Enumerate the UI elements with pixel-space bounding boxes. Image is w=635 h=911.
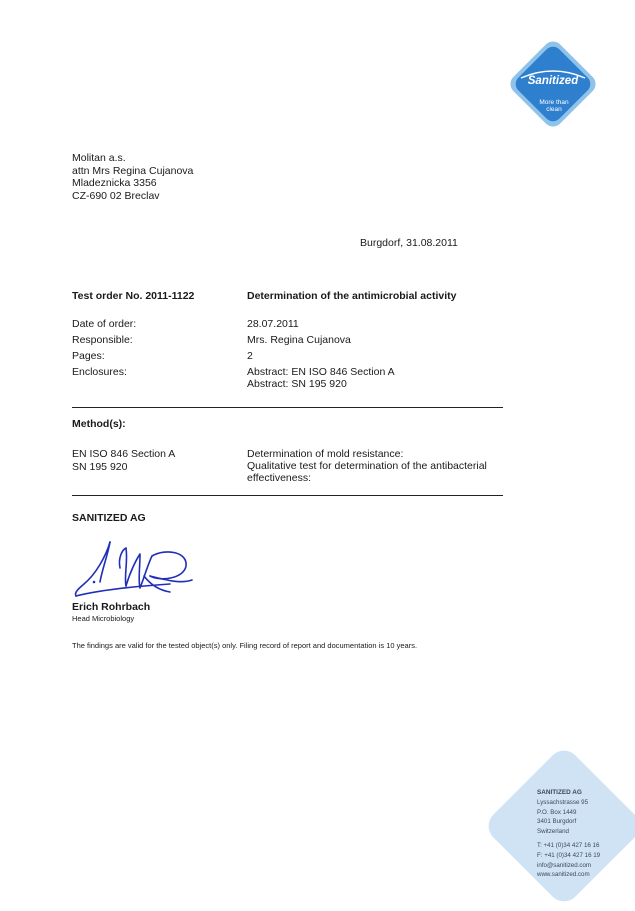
test-order-title: Determination of the antimicrobial activity: [247, 290, 457, 302]
date-of-order-label: Date of order:: [72, 318, 137, 330]
responsible-label: Responsible:: [72, 334, 133, 346]
responsible-value: Mrs. Regina Cujanova: [247, 334, 351, 346]
svg-text:Sanitized: Sanitized: [527, 75, 579, 87]
method-description: effectiveness:: [247, 472, 312, 484]
footer-email: info@sanitized.com: [537, 861, 592, 869]
divider: [72, 407, 503, 408]
method-code: SN 195 920: [72, 460, 128, 473]
signer-name: Erich Rohrbach: [72, 601, 151, 613]
validity-footnote: The findings are valid for the tested object(s) only. Filing record of report and documentation is 10 years.: [72, 641, 418, 650]
footer-pobox: P.O. Box 1449: [537, 808, 577, 816]
company-name: SANITIZED AG: [72, 512, 146, 524]
footer-phone: T: +41 (0)34 427 16 16: [537, 841, 600, 849]
footer-contact: [537, 788, 600, 880]
method-descriptions: [247, 448, 509, 484]
handwritten-signature: [70, 538, 200, 604]
footer-company: SANITIZED AG: [537, 789, 582, 796]
divider: [72, 495, 503, 496]
signer-role: Head Microbiology: [72, 614, 135, 623]
footer-country: Switzerland: [537, 828, 569, 836]
pages-label: Pages:: [72, 350, 105, 362]
method-code: EN ISO 846 Section A: [72, 448, 176, 460]
methods-heading: Method(s):: [72, 418, 126, 430]
enclosures-label: Enclosures:: [72, 366, 127, 378]
place-date: Burgdorf, 31.08.2011: [360, 237, 458, 249]
date-of-order-value: 28.07.2011: [247, 318, 299, 330]
footer-city: 3401 Burgdorf: [537, 818, 577, 826]
address-line: Molitan a.s.: [72, 152, 126, 164]
enclosure-item: Abstract: EN ISO 846 Section A: [247, 366, 395, 378]
enclosure-item: Abstract: SN 195 920: [247, 378, 347, 390]
footer-web: www.sanitized.com: [537, 871, 590, 879]
recipient-address: [72, 152, 193, 202]
address-line: attn Mrs Regina Cujanova: [72, 164, 194, 177]
address-line: Mladeznicka 3356: [72, 177, 157, 189]
method-description: Qualitative test for determination of the antibacterial: [247, 460, 487, 472]
svg-text:clean: clean: [546, 106, 562, 113]
method-description: Determination of mold resistance:: [247, 448, 404, 460]
svg-text:More than: More than: [539, 99, 569, 106]
pages-value: 2: [247, 350, 253, 362]
footer-street: Lyssachstrasse 95: [537, 798, 589, 806]
test-order-number: Test order No. 2011-1122: [72, 290, 195, 302]
footer-fax: F: +41 (0)34 427 16 19: [537, 851, 601, 859]
method-codes: [72, 448, 175, 473]
sanitized-logo: [503, 34, 603, 134]
address-line: CZ-690 02 Breclav: [72, 189, 160, 202]
